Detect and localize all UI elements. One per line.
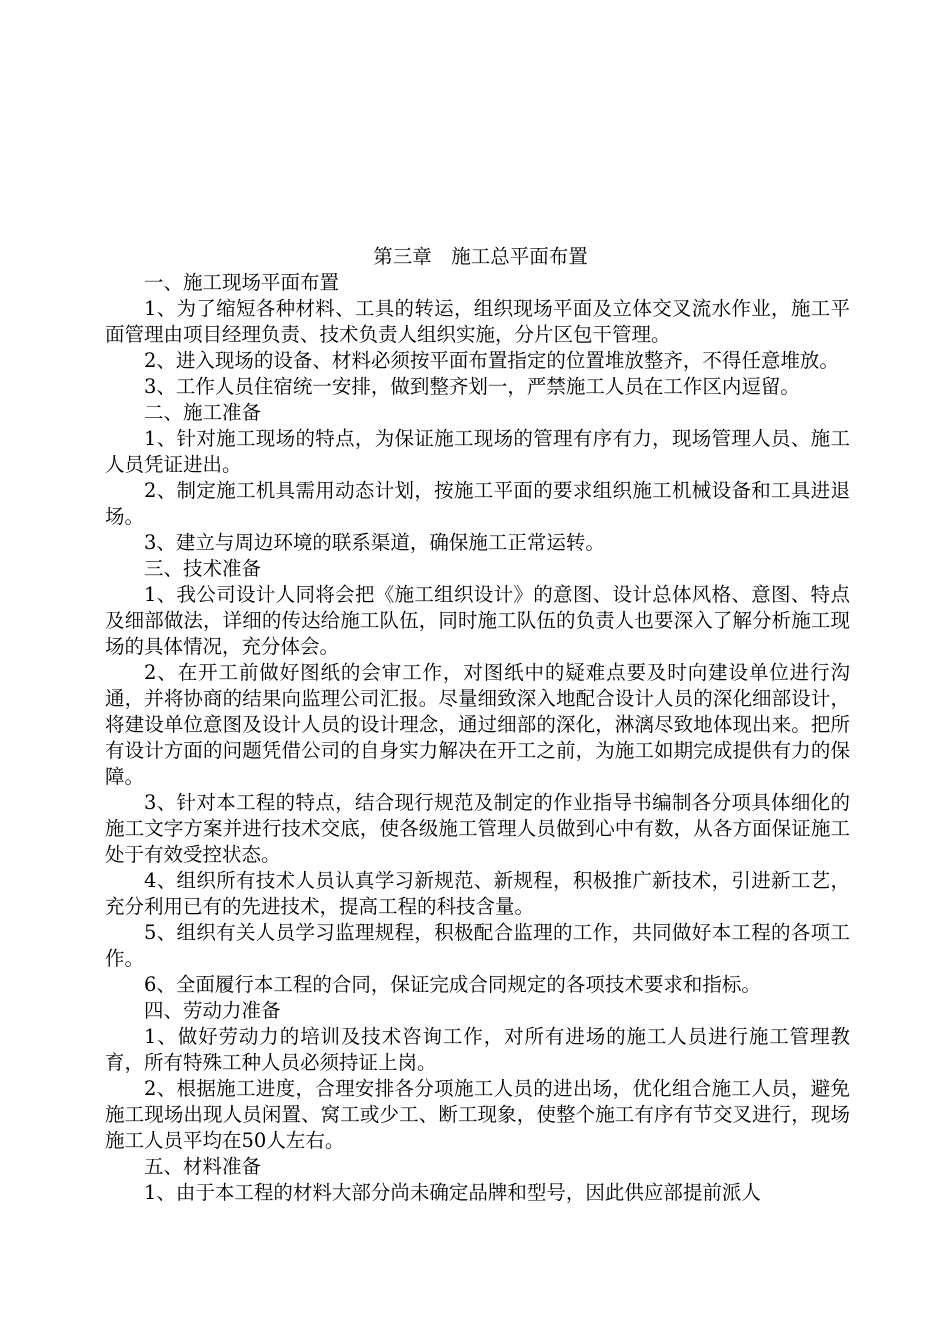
paragraph: 3、建立与周边环境的联系渠道，确保施工正常运转。 [144, 531, 605, 554]
paragraph: 1、做好劳动力的培训及技术咨询工作，对所有进场的施工人员进行施工管理教育，所有特殊工种人员必须持证上岗。 [105, 1025, 850, 1074]
chapter-title: 第三章 施工总平面布置 [373, 245, 588, 268]
paragraph: 4、组织所有技术人员认真学习新规范、新规程，积极推广新技术，引进新工艺，充分利用已有的先进技术，提高工程的科技含量。 [105, 869, 850, 918]
paragraph: 6、全面履行本工程的合同，保证完成合同规定的各项技术要求和指标。 [144, 973, 761, 996]
document-page [105, 244, 850, 1206]
section-heading: 三、技术准备 [144, 557, 262, 580]
section-construction-prep [105, 400, 850, 556]
paragraph: 2、制定施工机具需用动态计划，按施工平面的要求组织施工机械设备和工具进退场。 [105, 479, 850, 528]
paragraph: 2、在开工前做好图纸的会审工作，对图纸中的疑难点要及时向建设单位进行沟通，并将协商的结果向监理公司汇报。尽量细致深入地配合设计人员的深化细部设计，将建设单位意图及设计人员的设计理念，通过细部的深化，淋漓尽致地体现出来。把所有设计方面的问题凭借公司的自身实力解决在开工之前，为施工如期完成提供有力的保障。 [105, 661, 850, 788]
section-heading: 五、材料准备 [144, 1155, 262, 1178]
section-material-prep [105, 1154, 850, 1206]
paragraph: 1、由于本工程的材料大部分尚未确定品牌和型号，因此供应部提前派人 [144, 1181, 761, 1204]
section-labor-prep [105, 998, 850, 1154]
paragraph: 1、针对施工现场的特点，为保证施工现场的管理有序有力，现场管理人员、施工人员凭证进出。 [105, 427, 850, 476]
paragraph: 5、组织有关人员学习监理规程，积极配合监理的工作，共同做好本工程的各项工作。 [105, 921, 850, 970]
section-site-layout [105, 270, 850, 400]
paragraph: 3、工作人员住宿统一安排，做到整齐划一，严禁施工人员在工作区内逗留。 [144, 375, 800, 398]
section-heading: 四、劳动力准备 [144, 999, 281, 1022]
section-heading: 二、施工准备 [144, 401, 262, 424]
paragraph: 2、进入现场的设备、材料必须按平面布置指定的位置堆放整齐，不得任意堆放。 [144, 349, 839, 372]
paragraph: 1、为了缩短各种材料、工具的转运，组织现场平面及立体交叉流水作业，施工平面管理由项目经理负责、技术负责人组织实施，分片区包干管理。 [105, 297, 850, 346]
paragraph: 2、根据施工进度，合理安排各分项施工人员的进出场，优化组合施工人员，避免施工现场出现人员闲置、窝工或少工、断工现象，使整个施工有序有节交叉进行，现场施工人员平均在50人左右。 [105, 1077, 850, 1152]
paragraph: 3、针对本工程的特点，结合现行规范及制定的作业指导书编制各分项具体细化的施工文字方案并进行技术交底，使各级施工管理人员做到心中有数，从各方面保证施工处于有效受控状态。 [105, 791, 850, 866]
paragraph: 1、我公司设计人同将会把《施工组织设计》的意图、设计总体风格、意图、特点及细部做法，详细的传达给施工队伍，同时施工队伍的负责人也要深入了解分析施工现场的具体情况，充分体会。 [105, 583, 850, 658]
section-heading: 一、施工现场平面布置 [144, 271, 340, 294]
section-technical-prep [105, 556, 850, 998]
